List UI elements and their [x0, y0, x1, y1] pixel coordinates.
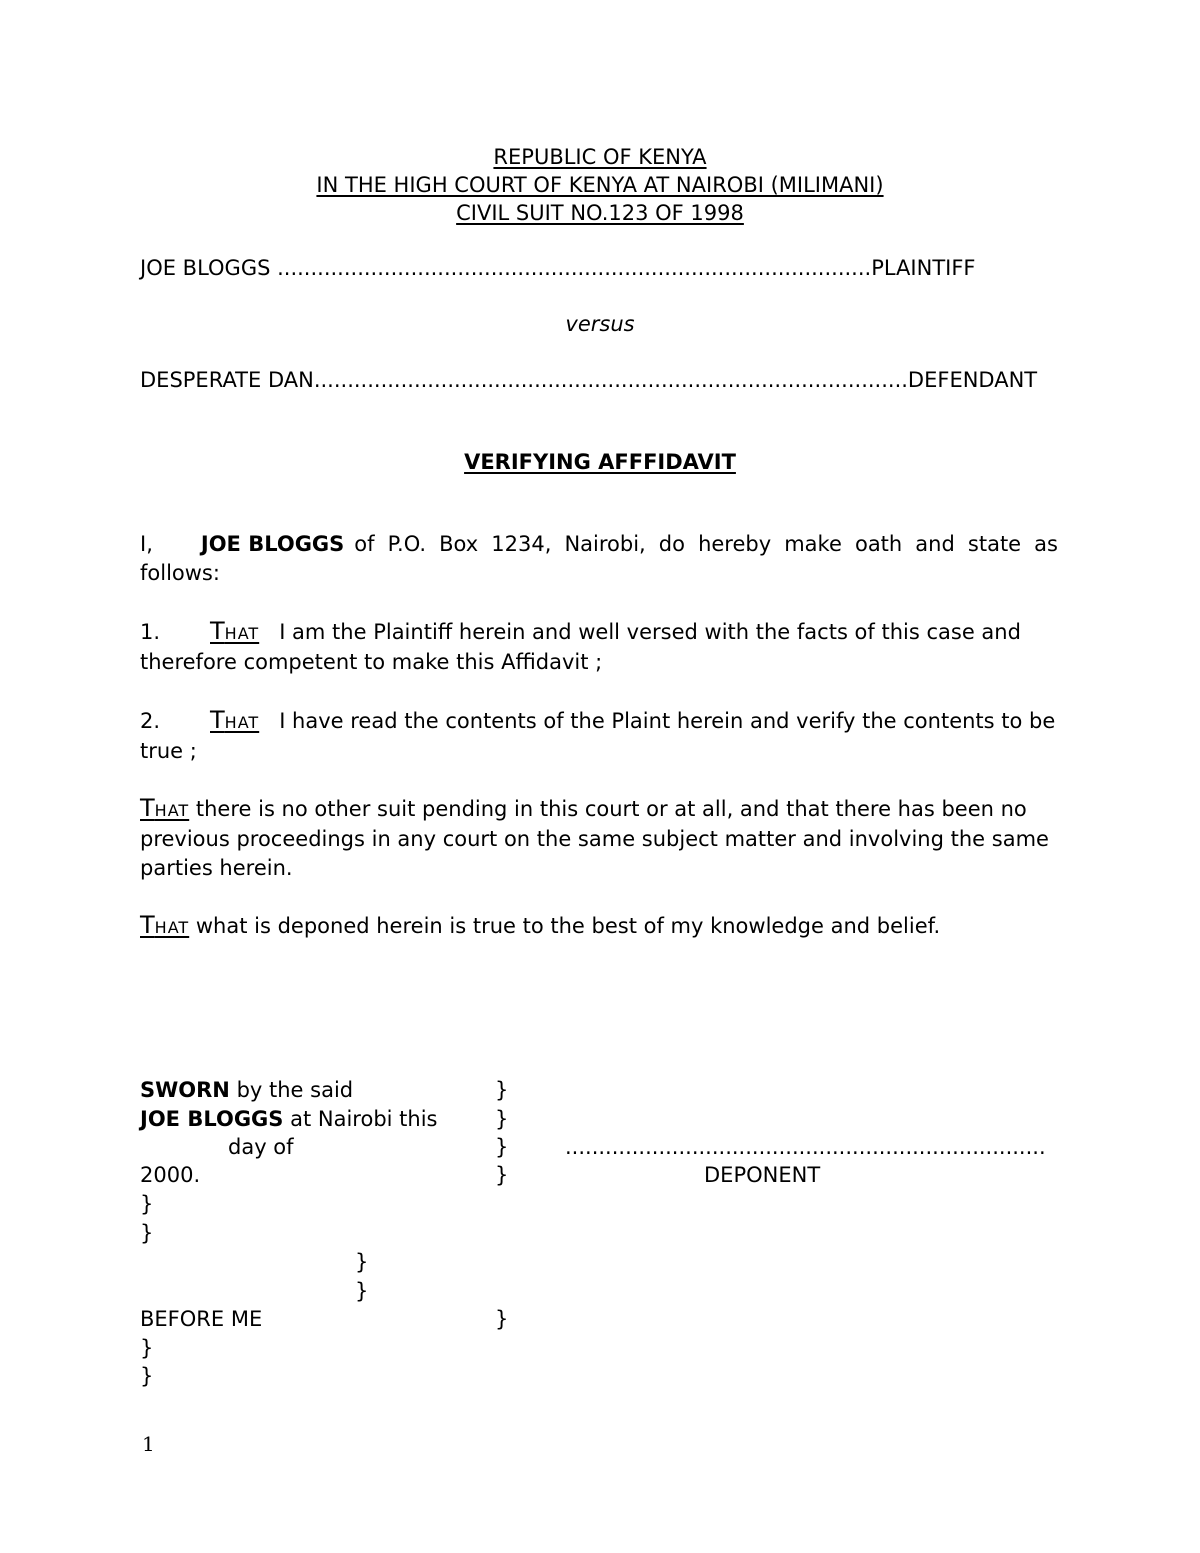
paragraph-2	[140, 706, 1058, 766]
brace: }	[140, 1221, 154, 1245]
paragraph-1-number: 1.	[140, 620, 161, 644]
brace: }	[355, 1250, 369, 1274]
intro-name: JOE BLOGGS	[200, 532, 345, 556]
intro-paragraph	[140, 530, 1058, 588]
intro-prefix: I,	[140, 532, 153, 556]
deponent-label: DEPONENT	[704, 1163, 821, 1187]
jurat-year: 2000.	[140, 1163, 201, 1187]
affidavit-title: VERIFYING AFFFIDAVIT	[464, 450, 736, 474]
defendant-line: DESPERATE DAN.........................................................................................DEFENDANT	[140, 368, 1038, 392]
jurat-at-nairobi: at Nairobi this	[290, 1107, 438, 1131]
intro-line-1	[140, 530, 1058, 559]
paragraph-2-line-2: true ;	[140, 739, 197, 763]
header-republic: REPUBLIC OF KENYA	[493, 145, 707, 169]
jurat-name: JOE BLOGGS	[140, 1107, 284, 1131]
versus-label: versus	[565, 312, 635, 336]
paragraph-1	[140, 617, 1058, 677]
paragraph-4-line-1: what is deponed herein is true to the best of my knowledge and belief.	[195, 914, 941, 938]
paragraph-2-number: 2.	[140, 709, 161, 733]
paragraph-2-line-1: I have read the contents of the Plaint herein and verify the contents to be	[279, 709, 1056, 733]
jurat-by-the-said: by the said	[236, 1078, 354, 1102]
header-court: IN THE HIGH COURT OF KENYA AT NAIROBI (MILIMANI)	[316, 173, 884, 197]
brace: }	[140, 1192, 154, 1216]
plaintiff-line: JOE BLOGGS .........................................................................................PLAINTIFF	[140, 256, 976, 280]
paragraph-1-line-1: I am the Plaintiff herein and well versed with the facts of this case and	[279, 620, 1021, 644]
brace: }	[495, 1163, 509, 1187]
jurat-name-line	[140, 1105, 437, 1134]
that-keyword: THAT	[210, 617, 260, 645]
paragraph-1-line-2: therefore competent to make this Affidavit ;	[140, 650, 603, 674]
brace: }	[355, 1279, 369, 1303]
before-me-label: BEFORE ME	[140, 1307, 263, 1331]
signature-line: ........................................................................	[565, 1135, 1046, 1159]
paragraph-4	[140, 911, 1058, 942]
jurat-sworn: SWORN	[140, 1078, 230, 1102]
paragraph-3-line-1: there is no other suit pending in this court or at all, and that there has been no	[195, 797, 1027, 821]
intro-rest: of P.O. Box 1234, Nairobi, do hereby make oath and state as	[354, 532, 1058, 556]
brace: }	[495, 1107, 509, 1131]
brace: }	[495, 1307, 509, 1331]
brace: }	[495, 1078, 509, 1102]
brace: }	[495, 1135, 509, 1159]
jurat-sworn-line	[140, 1076, 353, 1105]
paragraph-3-line-2: previous proceedings in any court on the same subject matter and involving the same	[140, 827, 1049, 851]
header-suit-number: CIVIL SUIT NO.123 OF 1998	[456, 201, 744, 225]
paragraph-3-line-3: parties herein.	[140, 856, 293, 880]
brace: }	[140, 1336, 154, 1360]
that-keyword: THAT	[210, 706, 260, 734]
jurat-day-of: day of	[228, 1135, 294, 1159]
brace: }	[140, 1364, 154, 1388]
that-keyword: THAT	[140, 911, 190, 939]
intro-line-2: follows:	[140, 561, 220, 585]
paragraph-3	[140, 794, 1058, 883]
that-keyword: THAT	[140, 794, 190, 822]
page-number: 1	[142, 1432, 155, 1456]
